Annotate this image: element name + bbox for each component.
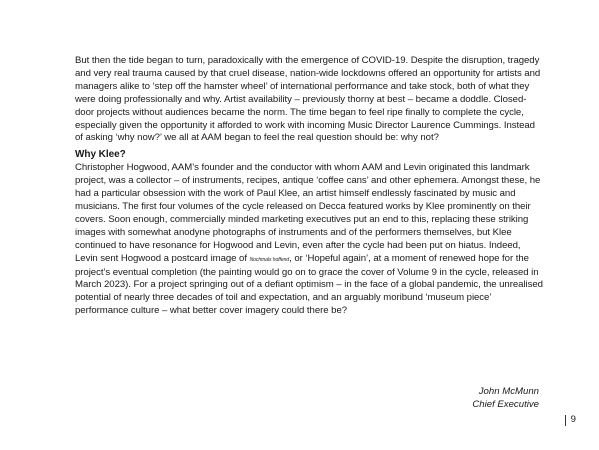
signature-block	[472, 385, 539, 411]
author-title: Chief Executive	[472, 399, 539, 410]
painting-title: Nochmals hoffend	[249, 256, 290, 263]
page-footer	[565, 414, 576, 426]
klee-paragraph-text-end: , or ‘Hopeful again’, at a moment of renewed hope for the project’s eventual completion (the painting would go on to grace the cover of Volume 9 in the cycle, released in March 2023). For a project springing out of a defiant optimism – in the face of a global pandemic, the unrealised potential of nearly three decades of toil and expectation, and an arguably moribund ‘museum piece’ performance culture – what better cover imagery could there be?	[75, 252, 543, 317]
author-name: John McMunn	[478, 386, 539, 397]
folio-divider	[565, 415, 566, 426]
intro-paragraph: But then the tide began to turn, paradoxically with the emergence of COVID-19. Despite the disruption, tragedy and very real trauma caused by that cruel disease, nation-wide lockdowns offered an opportunity for artists and managers alike to ‘step off the hamster wheel’ of international performance and take stock, both of what they were doing professionally and why. Artist availability – previously thorny at best – became a doddle. Closed-door projects without audiences became the norm. The time began to feel ripe finally to complete the cycle, especially given the opportunity it afforded to work with incoming Music Director Laurence Cummings. Instead of asking ‘why now?’ we all at AAM began to feel the real question should be: why not?	[75, 55, 541, 144]
article-body	[75, 55, 545, 318]
klee-paragraph	[75, 162, 545, 318]
page-number: 9	[570, 414, 576, 425]
klee-paragraph-text-start: Christopher Hogwood, AAM’s founder and the conductor with whom AAM and Levin originated this landmark project, was a collector – of instruments, recipes, antique ‘coffee cans’ and other ephemera. Amongst these, he had a particular obsession with the work of Paul Klee, an artist himself endlessly fascinated by music and musicians. The first four volumes of the cycle released on Decca featured works by Klee prominently on their covers. Soon enough, commercially minded marketing executives put an end to this, replacing these striking images with somewhat anodyne photographs of instruments and of the performers themselves, but Klee continued to have resonance for Hogwood and Levin, even after the cycle had been put on hiatus. Indeed, Levin sent Hogwood a postcard image of	[75, 162, 541, 264]
section-heading: Why Klee?	[75, 149, 126, 161]
